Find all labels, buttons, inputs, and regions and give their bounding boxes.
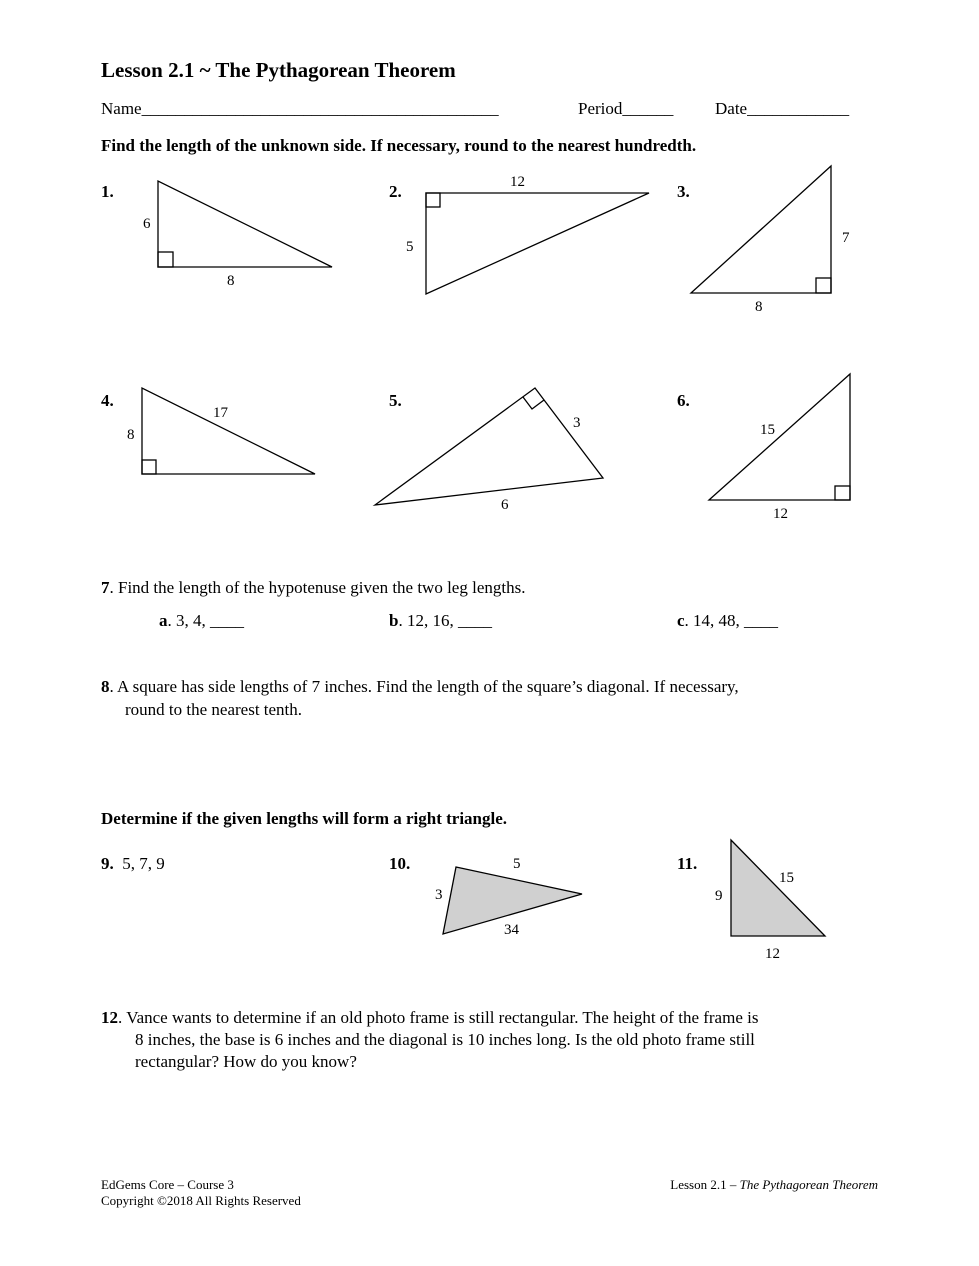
question-12-line3: rectangular? How do you know? <box>135 1052 357 1071</box>
question-8-line1: . A square has side lengths of 7 inches. Find the length of the square’s diagonal. If necessary, <box>109 677 739 696</box>
footer-copyright: Copyright ©2018 All Rights Reserved <box>101 1193 301 1208</box>
section1-instruction: Find the length of the unknown side. If necessary, round to the nearest hundredth. <box>101 136 697 155</box>
triangle-3-label-base: 8 <box>755 299 763 315</box>
question-7b-letter: b <box>389 611 399 630</box>
problem-6-number: 6. <box>677 391 690 410</box>
question-12-line2: 8 inches, the base is 6 inches and the diagonal is 10 inches long. Is the old photo frame still <box>135 1030 755 1049</box>
date-field[interactable]: Date____________ <box>715 99 850 118</box>
triangle-10-label-top: 5 <box>513 856 521 872</box>
triangle-2-label-top: 12 <box>510 174 525 190</box>
question-7c-text: . 14, 48, ____ <box>684 611 779 630</box>
footer-lesson-prefix: Lesson 2.1 – <box>670 1177 740 1192</box>
triangle-6-label-base: 12 <box>773 506 788 522</box>
triangle-5-label-leg: 3 <box>573 415 581 431</box>
triangle-11-label-base: 12 <box>765 946 780 962</box>
problem-4-number: 4. <box>101 391 114 410</box>
question-7c-letter: c <box>677 611 685 630</box>
question-12 <box>101 1008 758 1028</box>
triangle-5-label-hyp: 6 <box>501 497 509 513</box>
question-7a-text: . 3, 4, ____ <box>167 611 244 630</box>
question-7-text: . Find the length of the hypotenuse given the two leg lengths. <box>109 578 526 597</box>
question-7a-letter: a <box>159 611 168 630</box>
triangle-4-label-hyp: 17 <box>213 405 228 421</box>
question-12-line1: . Vance wants to determine if an old photo frame is still rectangular. The height of the frame is <box>118 1008 759 1027</box>
footer-lesson <box>670 1177 878 1193</box>
question-12-number: 12 <box>101 1008 118 1027</box>
question-9-text: 5, 7, 9 <box>122 854 165 873</box>
triangle-1-label-base: 8 <box>227 273 235 289</box>
triangle-2-label-left: 5 <box>406 239 414 255</box>
problem-2-number: 2. <box>389 182 402 201</box>
question-8-number: 8 <box>101 677 110 696</box>
question-7-number: 7 <box>101 578 110 597</box>
question-9-number: 9. <box>101 854 114 873</box>
triangle-4-label-leg: 8 <box>127 427 135 443</box>
triangle-10-label-bottom: 34 <box>504 922 519 938</box>
question-8-line2: round to the nearest tenth. <box>125 700 303 719</box>
period-field[interactable]: Period______ <box>578 99 674 118</box>
question-7b-text: . 12, 16, ____ <box>398 611 492 630</box>
triangle-6-label-hyp: 15 <box>760 422 775 438</box>
triangle-11-label-hyp: 15 <box>779 870 794 886</box>
problem-1-number: 1. <box>101 182 114 201</box>
triangle-11-label-leg: 9 <box>715 888 723 904</box>
footer-course: EdGems Core – Course 3 <box>101 1177 234 1192</box>
page-title: Lesson 2.1 ~ The Pythagorean Theorem <box>101 58 456 82</box>
question-11-number: 11. <box>677 854 698 873</box>
triangle-10-label-left: 3 <box>435 887 443 903</box>
question-10-number: 10. <box>389 854 411 873</box>
triangle-1-label-leg: 6 <box>143 216 151 232</box>
footer-lesson-title: The Pythagorean Theorem <box>739 1177 878 1192</box>
name-field[interactable]: Name__________________________________________ <box>101 99 499 118</box>
problem-3-number: 3. <box>677 182 690 201</box>
triangle-3-label-right: 7 <box>842 230 850 246</box>
problem-5-number: 5. <box>389 391 402 410</box>
section2-instruction: Determine if the given lengths will form a right triangle. <box>101 809 508 828</box>
